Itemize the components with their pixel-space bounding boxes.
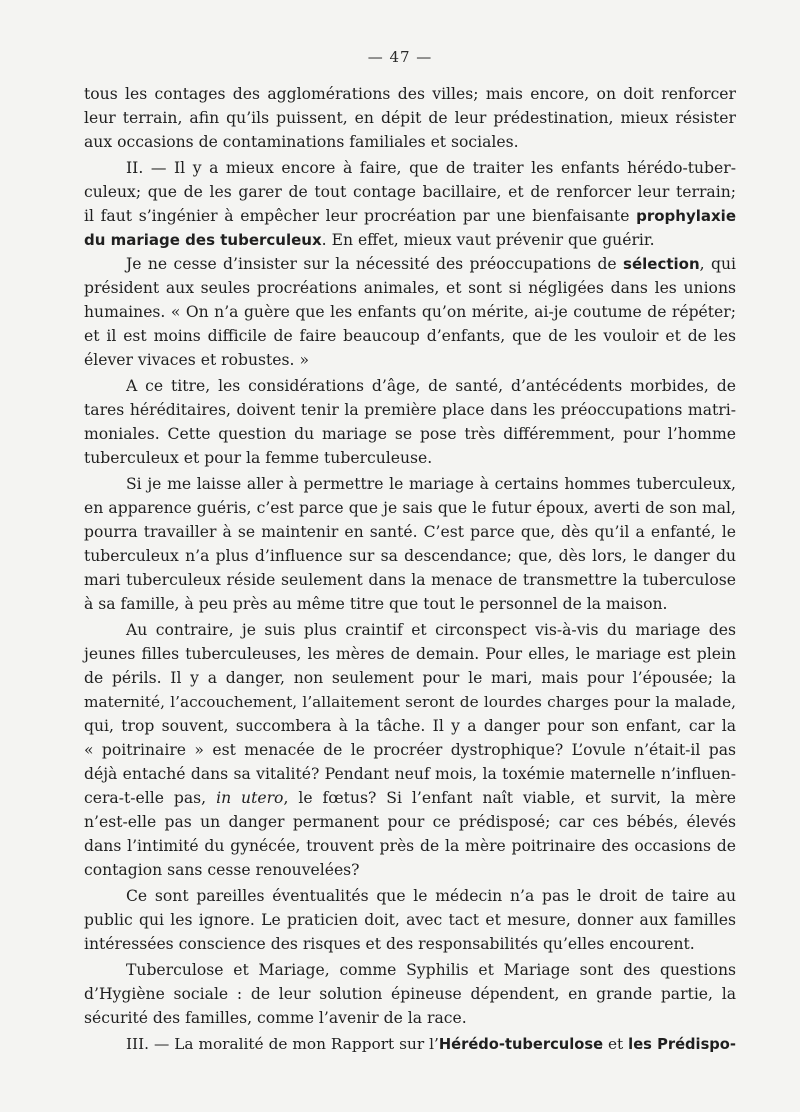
- text-line: en apparence guéris, c’est parce que je sais que le futur époux, averti de son mal,: [84, 499, 736, 517]
- text-line: tous les contages des agglomérations des villes; mais encore, on doit renforcer: [84, 85, 736, 103]
- text-line: cera-t-elle pas, in utero, le fœtus? Si l’enfant naît viable, et survit, la mère: [84, 789, 736, 807]
- text-line: Tuberculose et Mariage, comme Syphilis et Mariage sont des questions: [126, 961, 736, 979]
- text-line: Ce sont pareilles éventualités que le médecin n’a pas le droit de taire au: [126, 887, 736, 905]
- text-line: intéressées conscience des risques et des responsabilités qu’elles encourent.: [84, 935, 695, 953]
- bold-term: du mariage des tuberculeux: [84, 231, 322, 249]
- text-line: jeunes filles tuberculeuses, les mères de demain. Pour elles, le mariage est plein: [84, 645, 736, 663]
- body-text: [84, 82, 736, 1056]
- text-line: tuberculeux n’a plus d’influence sur sa descendance; que, dès lors, le danger du: [84, 547, 736, 565]
- text-line: pourra travailler à se maintenir en santé. C’est parce que, dès qu’il a enfanté, le: [84, 523, 736, 541]
- text-line: d’Hygiène sociale : de leur solution épineuse dépendent, en grande partie, la: [84, 985, 736, 1003]
- page-number: — 47 —: [367, 48, 433, 66]
- text-line: Au contraire, je suis plus craintif et circonspect vis-à-vis du mariage des: [126, 621, 736, 639]
- text-line: du mariage des tuberculeux. En effet, mieux vaut prévenir que guérir.: [84, 231, 655, 249]
- text-line: Je ne cesse d’insister sur la nécessité des préoccupations de sélection, qui: [126, 255, 736, 273]
- text-line: II. — Il y a mieux encore à faire, que de traiter les enfants hérédo-tuber-: [126, 159, 736, 177]
- text-line: Si je me laisse aller à permettre le mariage à certains hommes tuberculeux,: [126, 475, 736, 493]
- text-line: à sa famille, à peu près au même titre que tout le personnel de la maison.: [84, 595, 668, 613]
- text-line: de périls. Il y a danger, non seulement pour le mari, mais pour l’épousée; la: [84, 669, 736, 687]
- text-line: culeux; que de les garer de tout contage bacillaire, et de renforcer leur terrain;: [84, 183, 736, 201]
- text-line: déjà entaché dans sa vitalité? Pendant neuf mois, la toxémie maternelle n’influen-: [84, 765, 736, 783]
- italic-term: in utero: [216, 789, 284, 807]
- text-line: et il est moins difficile de faire beaucoup d’enfants, que de les vouloir et de les: [84, 327, 736, 345]
- text-line: mari tuberculeux réside seulement dans la menace de transmettre la tuberculose: [84, 571, 736, 589]
- text-line: contagion sans cesse renouvelées?: [84, 861, 360, 879]
- bold-term: sélection: [623, 255, 700, 273]
- text-line: tuberculeux et pour la femme tuberculeuse.: [84, 449, 433, 467]
- text-line: « poitrinaire » est menacée de le procréer dystrophique? L’ovule n’était-il pas: [84, 741, 736, 759]
- text-line: aux occasions de contaminations familiales et sociales.: [84, 133, 519, 151]
- text-line: président aux seules procréations animales, et sont si négligées dans les unions: [84, 279, 736, 297]
- text-line: moniales. Cette question du mariage se pose très différemment, pour l’homme: [84, 425, 736, 443]
- bold-term: prophylaxie: [636, 207, 736, 225]
- text-line: leur terrain, afin qu’ils puissent, en dépit de leur prédestination, mieux résister: [84, 109, 736, 127]
- text-line: élever vivaces et robustes. »: [84, 351, 309, 369]
- text-line: A ce titre, les considérations d’âge, de santé, d’antécédents morbides, de: [126, 377, 736, 395]
- text-line: dans l’intimité du gynécée, trouvent près de la mère poitrinaire des occasions de: [84, 837, 736, 855]
- text-line: humaines. « On n’a guère que les enfants qu’on mérite, ai-je coutume de répéter;: [84, 303, 736, 321]
- text-line: sécurité des familles, comme l’avenir de la race.: [84, 1009, 467, 1027]
- text-line: il faut s’ingénier à empêcher leur procréation par une bienfaisante prophylaxie: [84, 207, 736, 225]
- text-line: tares héréditaires, doivent tenir la première place dans les préoccupations matri-: [84, 401, 736, 419]
- bold-term: les Prédispo-: [628, 1036, 736, 1053]
- text-line: public qui les ignore. Le praticien doit, avec tact et mesure, donner aux familles: [84, 911, 736, 929]
- text-line: III. — La moralité de mon Rapport sur l’Hérédo-tuberculose et les Prédispo-: [126, 1035, 736, 1053]
- text-line: n’est-elle pas un danger permanent pour ce prédisposé; car ces bébés, élevés: [84, 813, 736, 831]
- text-line: qui, trop souvent, succombera à la tâche. Il y a danger pour son enfant, car la: [84, 717, 736, 735]
- bold-term: Hérédo-tuberculose: [438, 1036, 604, 1053]
- text-line: maternité, l’accouchement, l’allaitement seront de lourdes charges pour la malade,: [84, 693, 736, 711]
